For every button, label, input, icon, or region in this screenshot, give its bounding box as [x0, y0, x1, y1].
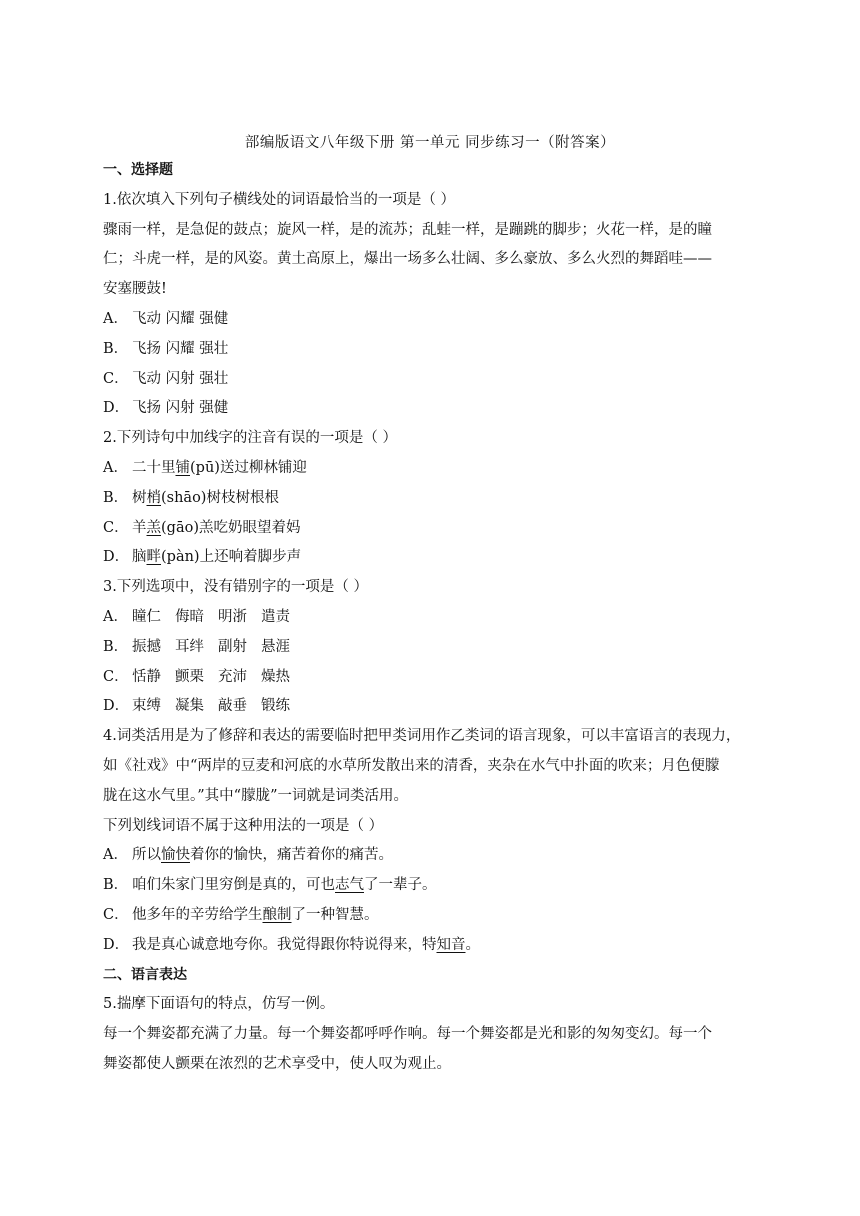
option-letter: B．: [103, 340, 129, 357]
option-word: 充沛: [218, 668, 247, 685]
question-4-sub-stem: 下列划线词语不属于这种用法的一项是（ ）: [103, 817, 384, 834]
option-word: 侮暗: [175, 608, 204, 625]
question-2-option-a: [103, 454, 761, 484]
option-text-pre: 我是真心诚意地夸你。我觉得跟你特说得来，特: [132, 936, 437, 953]
question-5-passage-line: 舞姿都使人颤栗在浓烈的艺术享受中，使人叹为观止。: [103, 1055, 451, 1072]
question-1-option-a: [103, 305, 761, 335]
underlined-character: 畔: [146, 549, 161, 566]
option-word: 瞳仁: [132, 608, 161, 625]
option-letter: D．: [103, 549, 130, 566]
underlined-word: 志气: [335, 877, 364, 894]
question-3-option-b: [103, 633, 761, 663]
question-1-passage-line: 仁；斗虎一样，是的风姿。黄土高原上，爆出一场多么壮阔、多么豪放、多么火烈的舞蹈哇——: [103, 251, 712, 268]
option-text-post: (gāo)羔吃奶眼望着妈: [161, 519, 301, 536]
question-5-stem: 5.揣摩下面语句的特点，仿写一例。: [103, 996, 335, 1013]
option-letter: C．: [103, 906, 129, 923]
question-3-stem: 3.下列选项中，没有错别字的一项是（ ）: [103, 579, 368, 596]
option-letter: B．: [103, 638, 129, 655]
option-text-post: (pū)送过柳林铺迎: [190, 459, 307, 476]
option-text: 飞扬 闪耀 强壮: [132, 340, 229, 357]
question-4-option-d: [103, 931, 761, 961]
section-heading-choice: 一、选择题: [103, 162, 173, 178]
option-text-pre: 羊: [132, 519, 147, 536]
option-text-post: 了一辈子。: [364, 877, 437, 894]
question-4-option-a: [103, 841, 761, 871]
question-3-option-c: [103, 663, 761, 693]
underlined-word: 愉快: [161, 847, 190, 864]
underlined-word: 知音: [436, 936, 466, 953]
option-word: 束缚: [132, 698, 161, 715]
option-text-post: 了一种智慧。: [291, 906, 379, 923]
question-4-stem-line: 4.词类活用是为了修辞和表达的需要临时把甲类词用作乙类词的语言现象，可以丰富语言的表现力，: [103, 728, 741, 745]
option-text-pre: 脑: [132, 549, 147, 566]
option-text-post: (shāo)树枝树根根: [161, 489, 279, 506]
option-word: 明浙: [218, 608, 247, 625]
option-word: 耳绊: [175, 638, 204, 655]
question-4-option-b: [103, 871, 761, 901]
option-text-pre: 所以: [132, 847, 161, 864]
question-5-passage-line: 每一个舞姿都充满了力量。每一个舞姿都呼呼作响。每一个舞姿都是光和影的匆匆变幻。每一个: [103, 1026, 712, 1043]
question-1-passage-line: 骤雨一样，是急促的鼓点；旋风一样，是的流苏；乱蛙一样，是蹦跳的脚步；火花一样，是的瞳: [103, 221, 712, 238]
option-text-pre: 树: [132, 489, 147, 506]
option-word: 遣责: [261, 608, 290, 625]
document-title: 部编版语文八年级下册 第一单元 同步练习一（附答案）: [244, 135, 616, 151]
option-text-post: (pàn)上还响着脚步声: [161, 549, 302, 566]
option-word: 锻练: [261, 698, 290, 715]
option-letter: D．: [103, 400, 130, 417]
option-text-post: 着你的愉快，痛苦着你的痛苦。: [190, 847, 393, 864]
underlined-character: 铺: [175, 459, 190, 476]
underlined-character: 梢: [146, 489, 161, 506]
option-word: 悬涯: [261, 638, 290, 655]
option-letter: A．: [103, 608, 128, 625]
question-1-option-d: [103, 394, 761, 424]
option-word: 恬静: [132, 668, 161, 685]
section-heading-expression: 二、语言表达: [103, 966, 187, 983]
option-letter: A．: [103, 847, 128, 864]
option-text: 飞动 闪射 强壮: [132, 370, 229, 387]
question-4-stem-line: 如《社戏》中“两岸的豆麦和河底的水草所发散出来的清香，夹杂在水气中扑面的吹来；月色便朦: [103, 757, 720, 774]
question-1-option-c: [103, 365, 761, 395]
option-letter: A．: [103, 459, 128, 476]
option-letter: D．: [103, 936, 130, 953]
question-4-option-c: [103, 901, 761, 931]
option-letter: C．: [103, 370, 129, 387]
question-2-option-d: [103, 543, 761, 573]
question-4-stem-line: 胧在这水气里。”其中“朦胧”一词就是词类活用。: [103, 787, 408, 804]
option-text-pre: 二十里: [132, 459, 176, 476]
underlined-word: 酿制: [262, 906, 292, 923]
option-word: 凝集: [175, 698, 204, 715]
option-text: 飞扬 闪射 强健: [132, 400, 229, 417]
option-text-post: 。: [465, 936, 480, 953]
question-1-option-b: [103, 335, 761, 365]
option-letter: D．: [103, 698, 130, 715]
option-letter: B．: [103, 489, 129, 506]
option-letter: C．: [103, 519, 129, 536]
option-word: 振撼: [132, 638, 161, 655]
question-2-option-b: [103, 484, 761, 514]
question-2-stem: 2.下列诗句中加线字的注音有误的一项是（ ）: [103, 430, 397, 447]
option-text: 飞动 闪耀 强健: [132, 310, 229, 327]
option-word: 颤栗: [175, 668, 204, 685]
option-letter: B．: [103, 877, 129, 894]
option-letter: A．: [103, 310, 128, 327]
question-3-option-d: [103, 692, 761, 722]
question-2-option-c: [103, 514, 761, 544]
question-1-passage-line: 安塞腰鼓!: [103, 281, 167, 298]
question-1-stem: 1.依次填入下列句子横线处的词语最恰当的一项是（ ）: [103, 191, 455, 208]
question-3-option-a: [103, 603, 761, 633]
option-word: 敲垂: [218, 698, 247, 715]
option-word: 副射: [218, 638, 247, 655]
option-word: 燥热: [261, 668, 290, 685]
document-body: [103, 156, 761, 1080]
option-letter: C．: [103, 668, 129, 685]
option-text-pre: 他多年的辛劳给学生: [132, 906, 263, 923]
option-text-pre: 咱们朱家门里穷倒是真的，可也: [132, 877, 335, 894]
underlined-character: 羔: [146, 519, 161, 536]
